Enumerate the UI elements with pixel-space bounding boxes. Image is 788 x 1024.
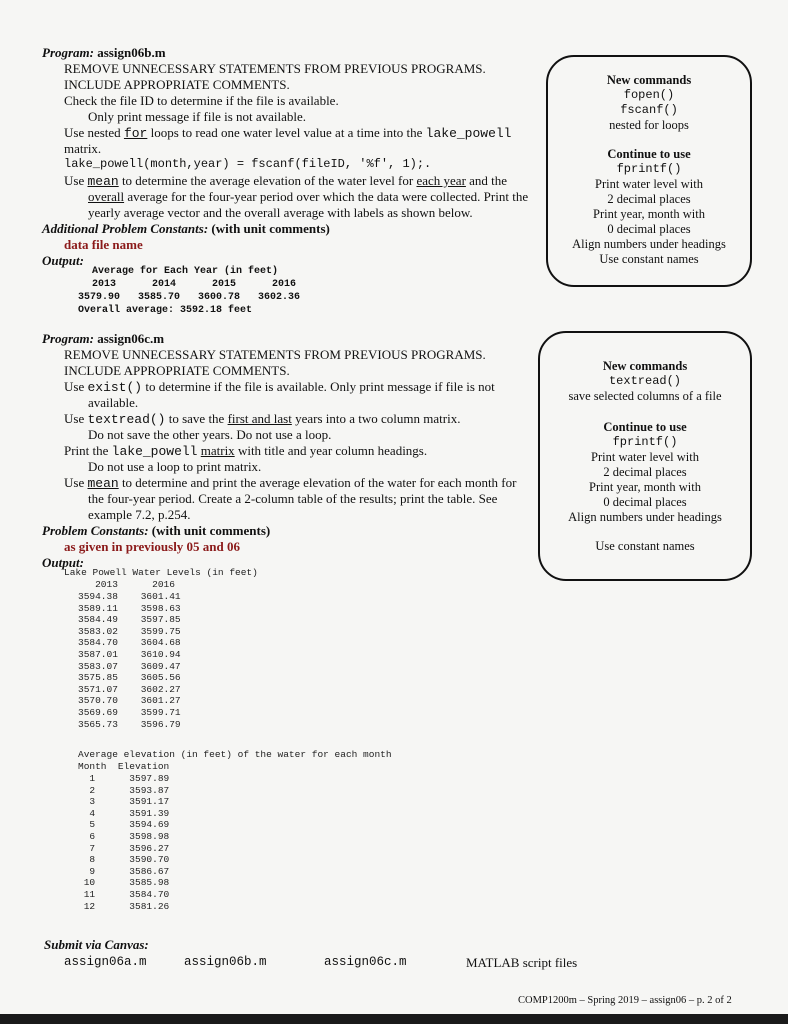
instruction-line: Do not use a loop to print matrix. (88, 459, 262, 474)
scan-bottom-edge (0, 1014, 788, 1024)
instruction-line: REMOVE UNNECESSARY STATEMENTS FROM PREVIOUS PROGRAMS. (64, 347, 486, 362)
instruction-line: Check the file ID to determine if the file is available. (64, 93, 339, 108)
instruction-line: available. (88, 395, 139, 410)
underlined-text: overall (88, 189, 125, 204)
constants-value: as given in previously 05 and 06 (64, 539, 241, 554)
underlined-text: each year (416, 173, 466, 188)
text-fragment: and the (465, 173, 508, 188)
program-name: assign06b.m (97, 45, 166, 60)
table-row: 1 3597.89 (78, 773, 170, 784)
table-row: 3569.69 3599.71 (78, 706, 181, 718)
table-row: 3 3591.17 (78, 796, 170, 808)
code-variable: lake_powell (425, 126, 512, 141)
section-c-program-line (42, 331, 164, 346)
text-fragment: Use (64, 411, 88, 426)
continue-item: Print water level with (591, 450, 699, 464)
commands-box-b (546, 55, 752, 287)
output-years: 2013 2014 2015 2016 (92, 279, 297, 290)
instruction-line (64, 379, 495, 395)
commands-box-c (538, 331, 752, 581)
table-row: 5 3594.69 (78, 819, 170, 831)
avg-header: Month Elevation (78, 761, 170, 772)
page-footer: COMP1200m – Spring 2019 – assign06 – p. 2 of 2 (518, 995, 732, 1006)
text-fragment: to determine the average elevation of the water level for (118, 173, 417, 188)
table-row: 7 3596.27 (78, 842, 170, 854)
table-row: 2 3593.87 (78, 784, 170, 796)
table-row: 10 3585.98 (78, 877, 170, 889)
submit-file: assign06c.m (324, 955, 407, 969)
instruction-line: yearly average vector and the overall average with labels as shown below. (88, 205, 473, 220)
text-fragment: loops to read one water level value at a time into the (147, 125, 426, 140)
program-label: Program: (42, 45, 94, 60)
code-keyword: for (123, 126, 148, 141)
instruction-line: Only print message if file is not available. (88, 109, 307, 124)
program-name: assign06c.m (97, 331, 165, 346)
levels-title: Lake Powell Water Levels (in feet) (64, 567, 258, 578)
instruction-line: the four-year period. Create a 2-column table of the results; print the table. See (88, 491, 498, 506)
underlined-text: matrix (200, 443, 235, 458)
code-keyword: mean (87, 476, 119, 491)
section-b-program-line (42, 45, 166, 60)
instruction-line: INCLUDE APPROPRIATE COMMENTS. (64, 363, 290, 378)
submit-file: assign06a.m (64, 955, 147, 969)
text-fragment: to save the (165, 411, 228, 426)
continue-item: Print water level with (595, 177, 703, 191)
underlined-text: first and last (227, 411, 292, 426)
avg-title: Average elevation (in feet) of the water for each month (78, 749, 392, 760)
continue-item: fprintf() (616, 162, 682, 176)
code-variable: lake_powell (111, 444, 198, 459)
output-overall: Overall average: 3592.18 feet (78, 305, 253, 316)
table-row: 3565.73 3596.79 (78, 718, 181, 730)
new-commands-heading: New commands (606, 73, 692, 87)
table-row: 9 3586.67 (78, 865, 170, 877)
text-fragment: Use (64, 475, 88, 490)
text-fragment: with title and year column headings. (234, 443, 428, 458)
program-label: Program: (42, 331, 94, 346)
constants-line (42, 523, 270, 538)
continue-heading: Continue to use (603, 420, 687, 434)
constants-note: (with unit comments) (211, 221, 330, 236)
new-commands-heading: New commands (602, 359, 688, 373)
submit-label: Submit via Canvas: (44, 937, 149, 952)
code-keyword: textread() (87, 412, 166, 427)
constants-label: Problem Constants: (42, 523, 149, 538)
constants-line (42, 221, 330, 236)
command-item: fscanf() (620, 103, 678, 117)
table-row: 3570.70 3601.27 (78, 695, 181, 707)
instruction-line: Do not save the other years. Do not use a loop. (88, 427, 332, 442)
text-fragment: Use (64, 173, 88, 188)
output-averages: 3579.90 3585.70 3600.78 3602.36 (78, 292, 301, 303)
table-row: 6 3598.98 (78, 830, 170, 842)
table-row: 3594.38 3601.41 (78, 591, 181, 602)
instruction-line (64, 443, 427, 459)
continue-item: Align numbers under headings (568, 510, 722, 524)
table-row: 3584.70 3604.68 (78, 637, 181, 649)
continue-item: Align numbers under headings (572, 237, 726, 251)
code-keyword: mean (87, 174, 119, 189)
instruction-line (64, 173, 507, 189)
levels-table (78, 591, 181, 730)
table-row: 12 3581.26 (78, 900, 170, 912)
instruction-line (64, 475, 516, 491)
text-fragment: Use (64, 379, 88, 394)
submit-file: assign06b.m (184, 955, 267, 969)
constants-label: Additional Problem Constants: (42, 221, 209, 236)
table-row: 3571.07 3602.27 (78, 683, 181, 695)
instruction-line (64, 411, 460, 427)
instruction-line (64, 125, 512, 141)
table-row: 8 3590.70 (78, 854, 170, 866)
command-item: save selected columns of a file (568, 389, 722, 403)
instruction-line: example 7.2, p.254. (88, 507, 191, 522)
command-item: fopen() (623, 88, 675, 102)
output-label: Output: (42, 253, 84, 268)
text-fragment: Print the (64, 443, 112, 458)
instruction-line (88, 189, 528, 204)
table-row: 3587.01 3610.94 (78, 648, 181, 660)
table-row: 3589.11 3598.63 (78, 602, 181, 614)
avg-table (78, 773, 169, 912)
continue-item: Print year, month with (589, 480, 701, 494)
continue-item: fprintf() (612, 435, 678, 449)
text-fragment: to determine if the file is available. Only print message if file is not (142, 379, 495, 394)
continue-item: 0 decimal places (607, 222, 691, 236)
constants-note: (with unit comments) (151, 523, 271, 538)
output-label: Output: (42, 555, 84, 570)
instruction-line: REMOVE UNNECESSARY STATEMENTS FROM PREVIOUS PROGRAMS. (64, 61, 486, 76)
instruction-line: matrix. (64, 141, 102, 156)
table-row: 3584.49 3597.85 (78, 614, 181, 626)
table-row: 3583.07 3609.47 (78, 660, 181, 672)
code-line: lake_powell(month,year) = fscanf(fileID, '%f', 1);. (64, 157, 432, 171)
text-fragment: average for the four-year period over which the data were collected. Print the (124, 189, 529, 204)
table-row: 3583.02 3599.75 (78, 625, 181, 637)
submit-note: MATLAB script files (466, 955, 578, 970)
command-item: nested for loops (609, 118, 689, 132)
levels-header: 2013 2016 (78, 579, 175, 590)
instruction-line: INCLUDE APPROPRIATE COMMENTS. (64, 77, 290, 92)
continue-item: 2 decimal places (607, 192, 691, 206)
text-fragment: Use nested (64, 125, 124, 140)
continue-item: 0 decimal places (603, 495, 687, 509)
text-fragment: to determine and print the average elevation of the water for each month for (118, 475, 517, 490)
continue-item: 2 decimal places (603, 465, 687, 479)
table-row: 11 3584.70 (78, 888, 170, 900)
table-row: 4 3591.39 (78, 807, 170, 819)
table-row: 3575.85 3605.56 (78, 672, 181, 684)
code-keyword: exist() (87, 380, 143, 395)
continue-heading: Continue to use (607, 147, 691, 161)
command-item: textread() (608, 374, 681, 388)
text-fragment: years into a two column matrix. (291, 411, 461, 426)
continue-item: Use constant names (599, 252, 699, 266)
output-heading: Average for Each Year (in feet) (92, 266, 279, 277)
continue-item: Print year, month with (593, 207, 705, 221)
constants-value: data file name (64, 237, 143, 252)
continue-item: Use constant names (595, 539, 695, 553)
